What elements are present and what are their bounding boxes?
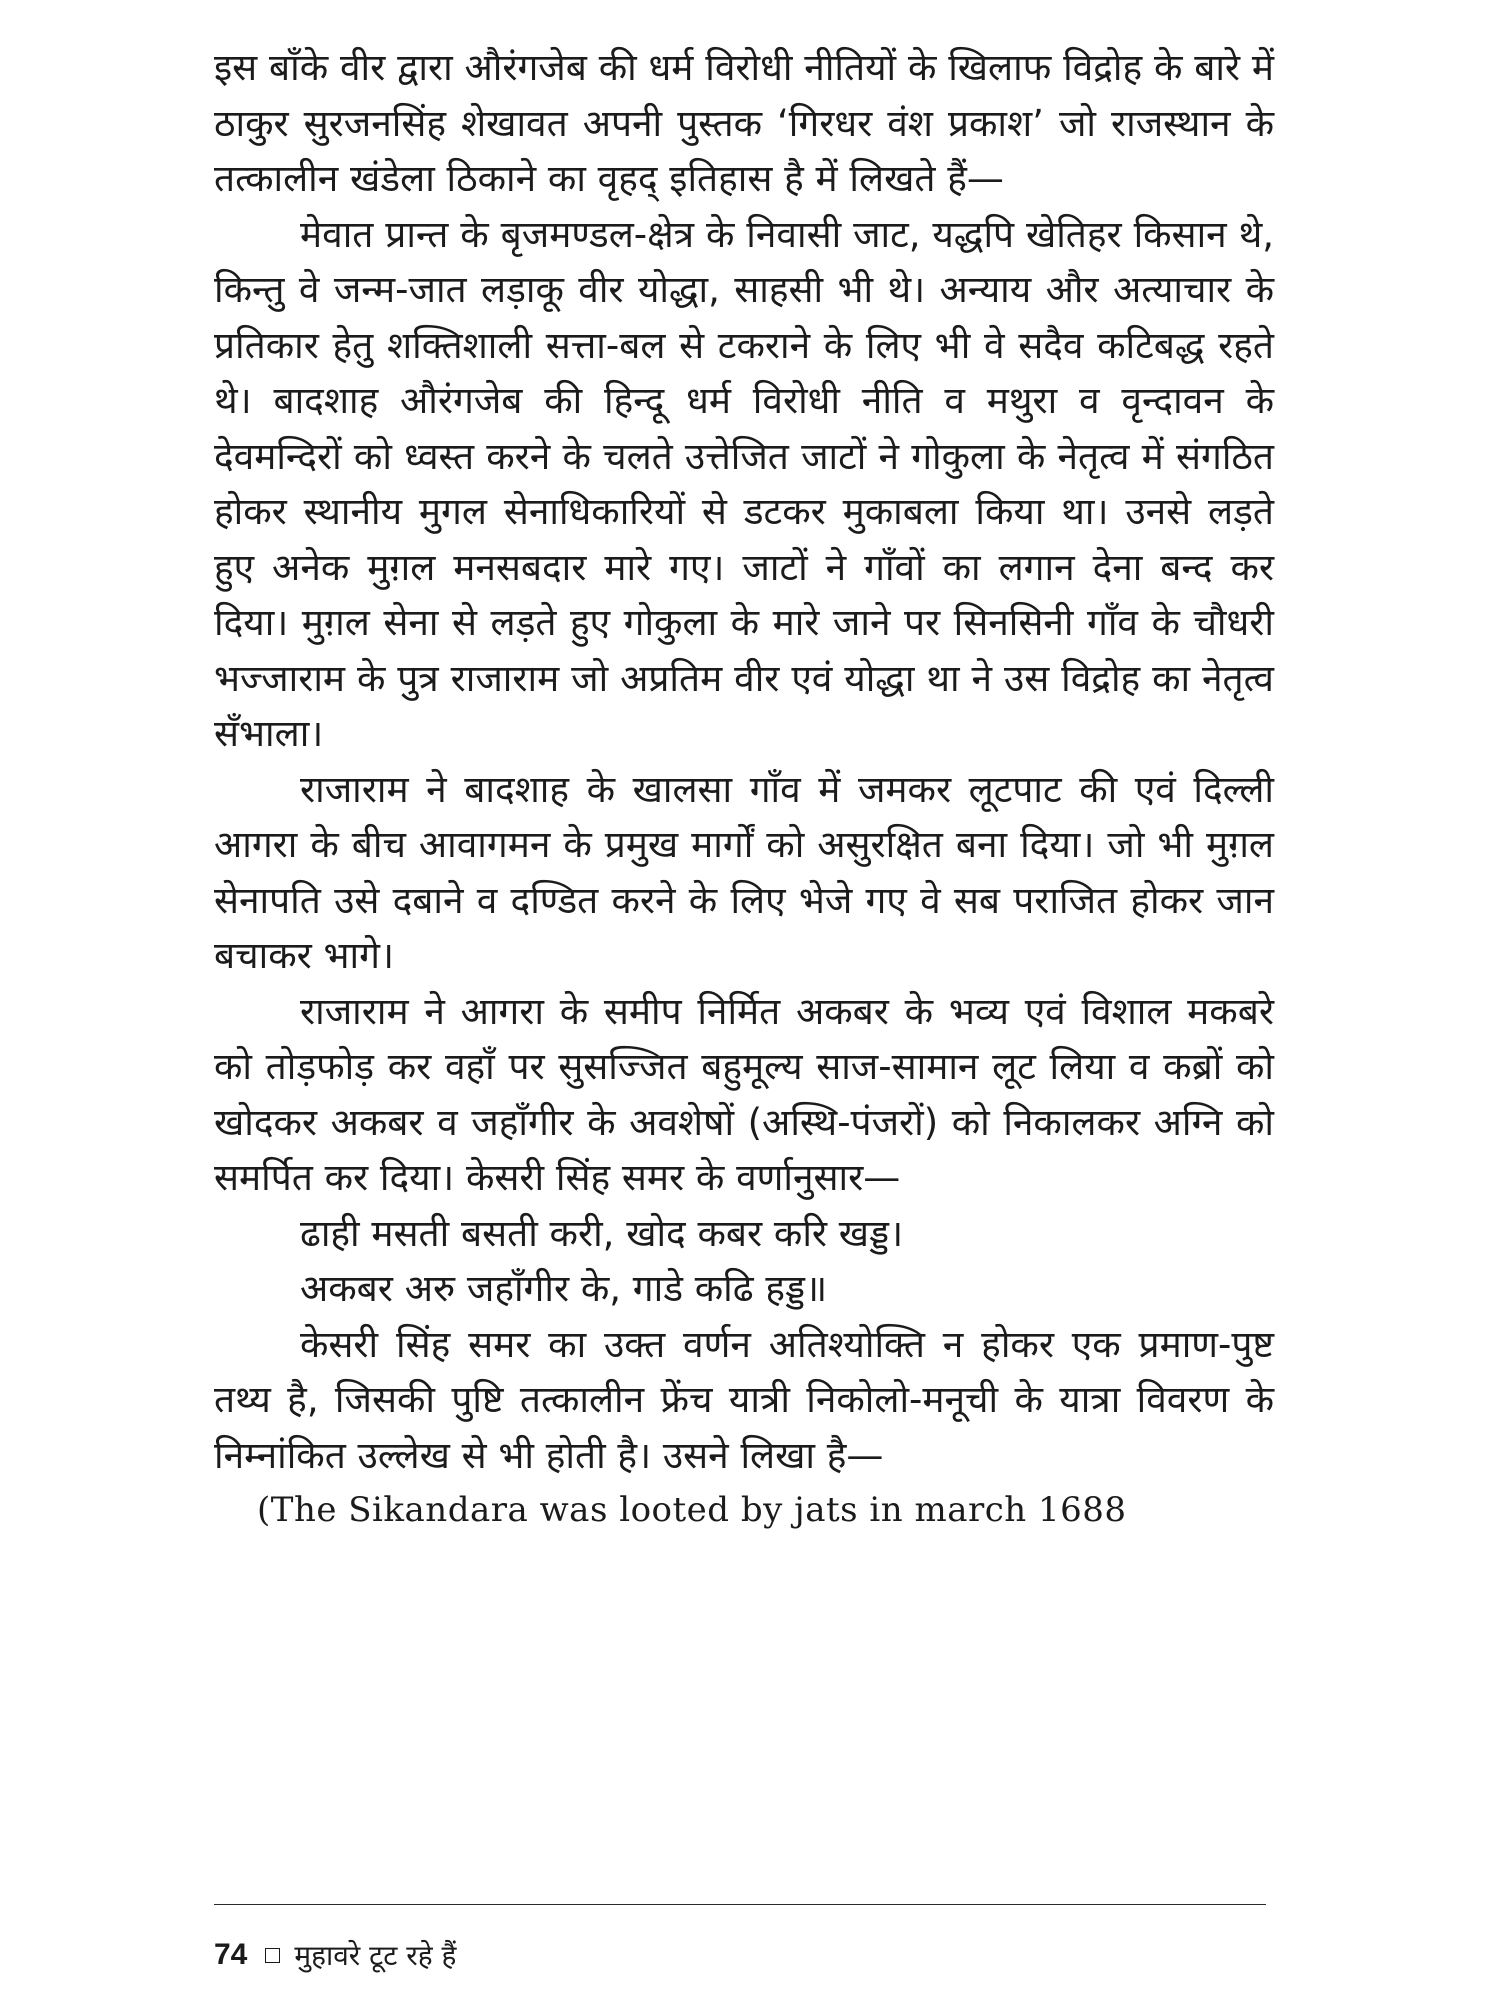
paragraph-manucci-reference: केसरी सिंह समर का उक्त वर्णन अतिश्योक्ति न होकर एक प्रमाण-पुष्ट तथ्य है, जिसकी पुष्टि तत्कालीन फ्रेंच यात्री निकोलो-मनूची के यात्रा विवरण के निम्नांकित उल्लेख से भी होती है। उसने लिखा है— — [214, 1322, 1274, 1477]
intro-paragraph: इस बाँके वीर द्वारा औरंगजेब की धर्म विरोधी नीतियों के खिलाफ विद्रोह के बारे में ठाकुर सुरजनसिंह शेखावत अपनी पुस्तक ‘गिरधर वंश प्रकाश’ जो राजस्थान के तत्कालीन खंडेला ठिकाने का वृहद् इतिहास है में लिखते हैं— — [214, 46, 1274, 200]
verse-line-2: अकबर अरु जहाँगीर के, गाडे कढि हड्ड॥ — [300, 1267, 828, 1310]
square-bullet-icon — [265, 1948, 280, 1963]
page-footer — [214, 1935, 456, 1975]
paragraph-rajaram-raids: राजाराम ने बादशाह के खालसा गाँव में जमकर लूटपाट की एवं दिल्ली आगरा के बीच आवागमन के प्रमुख मार्गों को असुरक्षित बना दिया। जो भी मुग़ल सेनापति उसे दबाने व दण्डित करने के लिए भेजे गए वे सब पराजित होकर जान बचाकर भागे। — [214, 767, 1274, 977]
verse-line-1: ढाही मसती बसती करी, खोद कबर करि खड्ड। — [300, 1211, 904, 1255]
english-quote: (The Sikandara was looted by jats in march 1688 — [257, 1490, 1127, 1530]
page-body — [214, 40, 1274, 1940]
page-number: 74 — [214, 1938, 248, 1971]
running-book-title: मुहावरे टूट रहे हैं — [294, 1939, 457, 1972]
footer-divider — [214, 1904, 1266, 1905]
quoted-paragraph-jat-revolt: मेवात प्रान्त के बृजमण्डल-क्षेत्र के निवासी जाट, यद्धपि खेतिहर किसान थे, किन्तु वे जन्म-जात लड़ाकू वीर योद्धा, साहसी भी थे। अन्याय और अत्याचार के प्रतिकार हेतु शक्तिशाली सत्ता-बल से टकराने के लिए भी वे सदैव कटिबद्ध रहते थे। बादशाह औरंगजेब की हिन्दू धर्म विरोधी नीति व मथुरा व वृन्दावन के देवमन्दिरों को ध्वस्त करने के चलते उत्तेजित जाटों ने गोकुला के नेतृत्व में संगठित होकर स्थानीय मुगल सेनाधिकारियों से डटकर मुकाबला किया था। उनसे लड़ते हुए अनेक मुग़ल मनसबदार मारे गए। जाटों ने गाँवों का लगान देना बन्द कर दिया। मुग़ल सेना से लड़ते हुए गोकुला के मारे जाने पर सिनसिनी गाँव के चौधरी भज्जाराम के पुत्र राजाराम जो अप्रतिम वीर एवं योद्धा था ने उस विद्रोह का नेतृत्व सँभाला। — [214, 212, 1274, 755]
paragraph-akbar-tomb: राजाराम ने आगरा के समीप निर्मित अकबर के भव्य एवं विशाल मकबरे को तोड़फोड़ कर वहाँ पर सुसज्जित बहुमूल्य साज-सामान लूट लिया व कब्रों को खोदकर अकबर व जहाँगीर के अवशेषों (अस्थि-पंजरों) को निकालकर अग्नि को समर्पित कर दिया। केसरी सिंह समर के वर्णानुसार— — [214, 989, 1274, 1199]
